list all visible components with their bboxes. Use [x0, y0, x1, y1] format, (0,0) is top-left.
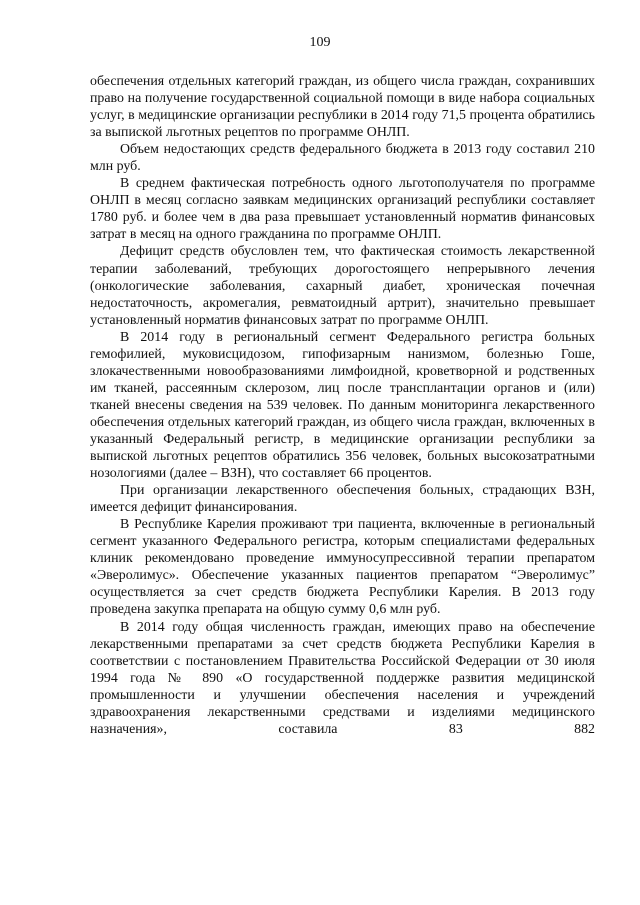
paragraph-2: Объем недостающих средств федерального бюджета в 2013 году составил 210 млн руб.	[90, 142, 595, 175]
paragraph-6: При организации лекарственного обеспечения больных, страдающих ВЗН, имеется дефицит финансирования.	[90, 483, 595, 516]
paragraph-3: В среднем фактическая потребность одного льготополучателя по программе ОНЛП в месяц согласно заявкам медицинских организаций республики составляет 1780 руб. и более чем в два раза превышает установленный норматив финансовых затрат в месяц на одного гражданина по программе ОНЛП.	[90, 176, 595, 243]
body-text	[90, 73, 595, 738]
paragraph-1: обеспечения отдельных категорий граждан, из общего числа граждан, сохранивших право на получение государственной социальной помощи в виде набора социальных услуг, в медицинские организации республики в 2014 году 71,5 процента обратились за выпиской льготных рецептов по программе ОНЛП.	[90, 74, 595, 141]
paragraph-5: В 2014 году в региональный сегмент Федерального регистра больных гемофилией, муковисцидозом, гипофизарным нанизмом, болезнью Гоше, злокачественными новообразованиями лимфоидной, кроветворной и родственных им тканей, рассеянным склерозом, лиц после трансплантации органов и (или) тканей внесены сведения на 539 человек. По данным мониторинга лекарственного обеспечения отдельных категорий граждан, из общего числа граждан, включенных в указанный Федеральный регистр, в медицинские организации республики за выпиской льготных рецептов обратились 356 человек, больных высокозатратными нозологиями (далее – ВЗН), что составляет 66 процентов.	[90, 329, 595, 482]
paragraph-4: Дефицит средств обусловлен тем, что фактическая стоимость лекарственной терапии заболеваний, требующих дорогостоящего непрерывного лечения (онкологические заболевания, сахарный диабет, хроническая почечная недостаточность, акромегалия, ревматоидный артрит), значительно превышает установленный норматив финансовых затрат по программе ОНЛП.	[90, 244, 595, 328]
paragraph-7: В Республике Карелия проживают три пациента, включенные в региональный сегмент указанного Федерального регистра, которым специалистами федеральных клиник рекомендовано проведение иммуносупрессивной терапии препаратом «Эверолимус». Обеспечение указанных пациентов препаратом “Эверолимус” осуществляется за счет средств бюджета Республики Карелия. В 2013 году проведена закупка препарата на общую сумму 0,6 млн руб.	[90, 517, 595, 618]
paragraph-8: В 2014 году общая численность граждан, имеющих право на обеспечение лекарственными препаратами за счет средств бюджета Республики Карелия в соответствии с постановлением Правительства Российской Федерации от 30 июля 1994 года № 890 «О государственной поддержке развития медицинской промышленности и улучшении обеспечения населения и учреждений здравоохранения лекарственными средствами и изделиями медицинского назначения», составила 83 882	[90, 619, 595, 737]
page-number: 109	[309, 35, 331, 50]
